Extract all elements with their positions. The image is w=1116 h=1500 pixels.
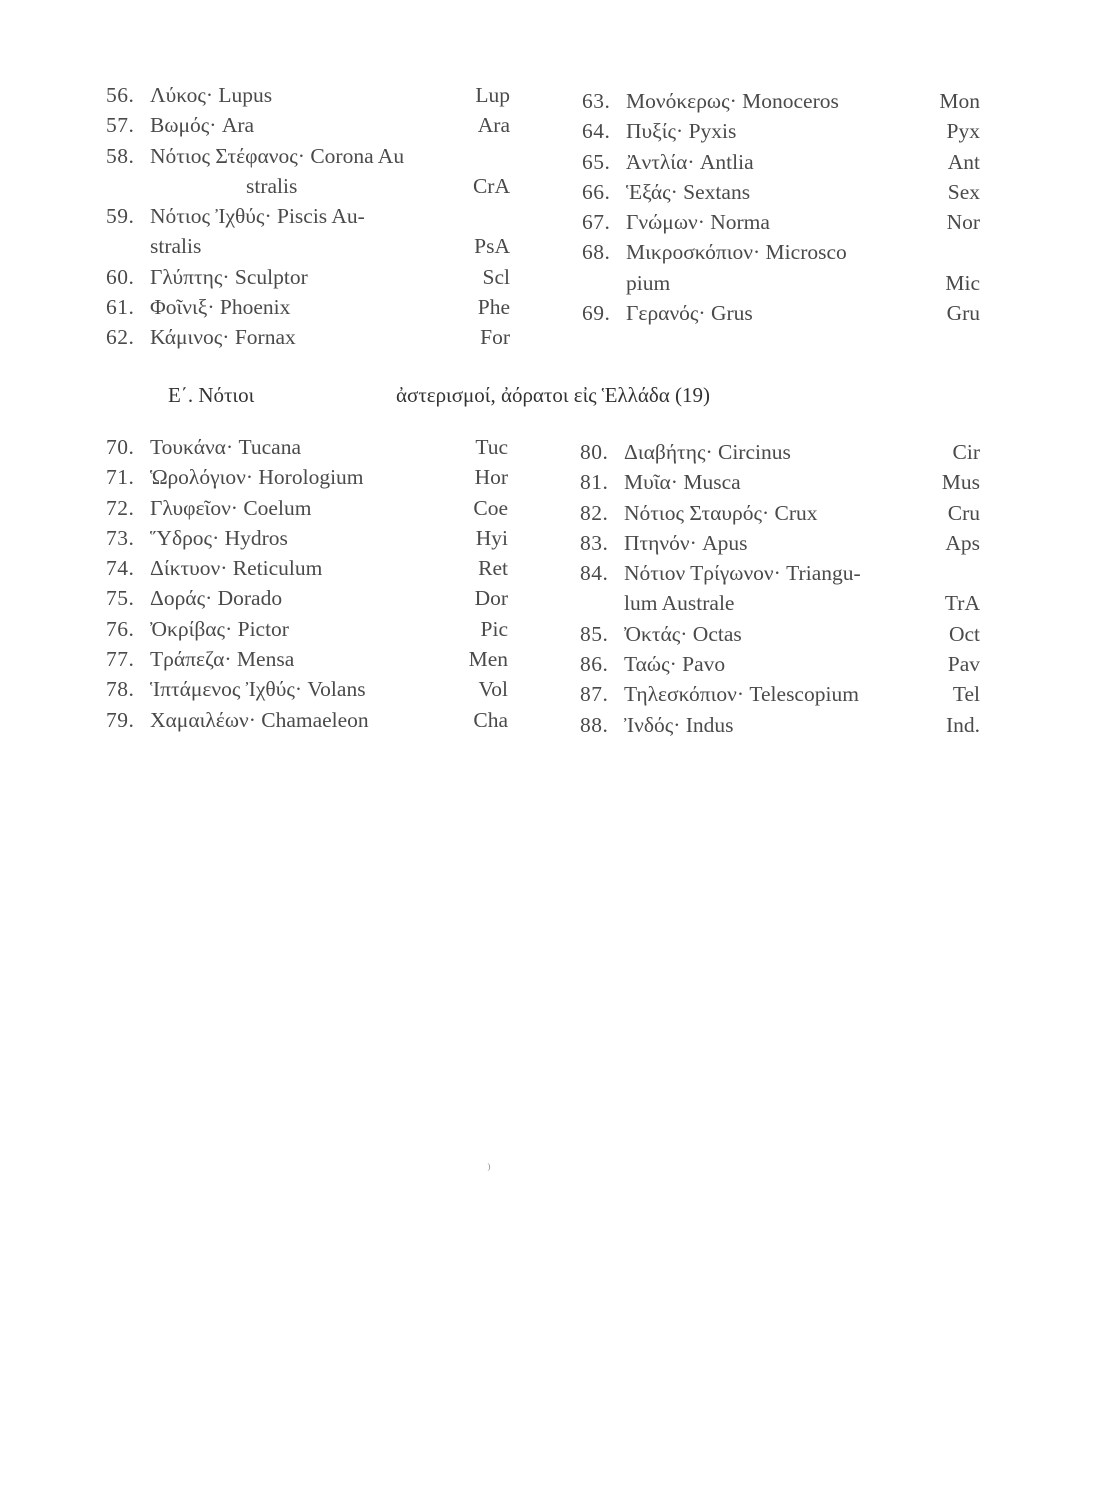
entry-number: 70. [106, 435, 135, 459]
entry-line [580, 558, 980, 588]
entry-line [106, 674, 508, 704]
entry-line [106, 493, 508, 523]
entry-number: 68. [582, 240, 611, 265]
constellation-name: Τουκάνα· Tucana [150, 435, 301, 459]
constellation-name: Διαβήτης· Circinus [624, 440, 791, 464]
constellation-abbreviation: Pic [480, 616, 508, 641]
constellation-name: Χαμαιλέων· Chamaeleon [150, 707, 369, 732]
constellation-abbreviation: Dor [474, 586, 508, 611]
constellation-name: Φοῖνιξ· Phoenix [150, 295, 291, 320]
constellation-abbreviation: Ret [478, 556, 508, 581]
entry-line [106, 553, 508, 583]
constellation-name: Ἱπτάμενος Ἰχθύς· Volans [150, 677, 366, 702]
entry-line [106, 201, 510, 231]
constellation-name: Λύκος· Lupus [150, 83, 273, 107]
entry-number: 64. [582, 119, 611, 144]
constellation-name: Πυξίς· Pyxis [626, 119, 737, 144]
constellation-abbreviation: Mus [941, 470, 980, 495]
section2-right-column [580, 437, 980, 740]
entry-line [580, 437, 980, 467]
entry-number: 72. [106, 495, 135, 520]
constellation-name: Ὕδρος· Hydros [150, 525, 288, 550]
constellation-abbreviation: Lup [475, 83, 510, 107]
entry-line [580, 619, 980, 649]
entry-number: 77. [106, 647, 135, 672]
constellation-abbreviation: For [480, 325, 510, 350]
entry-line [106, 262, 510, 292]
entry-number: 62. [106, 325, 135, 350]
constellation-name: Ὀκτάς· Octas [624, 621, 742, 646]
constellation-name: Γλύπτης· Sculptor [150, 264, 308, 289]
constellation-name: Νότιος Ἰχθύς· Piscis Au- [150, 204, 365, 229]
entry-line [106, 292, 510, 322]
entry-number: 65. [582, 149, 611, 174]
entry-line [580, 649, 980, 679]
entry-number: 63. [582, 89, 611, 113]
entry-line [582, 116, 980, 146]
entry-line [582, 237, 980, 267]
constellation-abbreviation: Men [468, 647, 508, 672]
entry-line [106, 523, 508, 553]
entry-number: 80. [580, 440, 609, 464]
constellation-abbreviation: Cir [952, 440, 980, 464]
constellation-abbreviation: Hor [474, 465, 508, 490]
constellation-abbreviation: TrA [944, 591, 980, 616]
constellation-abbreviation: Pav [947, 652, 980, 677]
constellation-name: Μικροσκόπιον· Microsco [626, 240, 847, 265]
entry-number: 69. [582, 301, 611, 326]
constellation-name: Ὡρολόγιον· Horologium [150, 465, 364, 490]
entry-number: 84. [580, 561, 609, 586]
entry-number: 58. [106, 143, 135, 168]
constellation-abbreviation: Sex [947, 179, 980, 204]
constellation-name: Τηλεσκόπιον· Telescopium [624, 682, 859, 707]
constellation-name: Γλυφεῖον· Coelum [150, 495, 312, 520]
constellation-name: stralis [150, 234, 202, 259]
constellation-abbreviation: Phe [477, 295, 510, 320]
entry-line [580, 588, 980, 618]
entry-number: 61. [106, 295, 135, 320]
constellation-abbreviation: Oct [948, 621, 980, 646]
entry-number: 86. [580, 652, 609, 677]
entry-line [106, 462, 508, 492]
entry-line [582, 298, 980, 328]
entry-line [582, 268, 980, 298]
constellation-name: Ταώς· Pavo [624, 652, 726, 677]
section2-left-column [106, 432, 508, 735]
entry-line [106, 80, 510, 110]
entry-number: 71. [106, 465, 135, 490]
constellation-abbreviation: Hyi [475, 525, 508, 550]
constellation-abbreviation: CrA [472, 173, 510, 198]
entry-line [106, 231, 510, 261]
entry-number: 76. [106, 616, 135, 641]
constellation-abbreviation: Vol [478, 677, 508, 702]
constellation-name: Μυῖα· Musca [624, 470, 741, 495]
entry-number: 57. [106, 113, 135, 138]
entry-number: 74. [106, 556, 135, 581]
constellation-abbreviation: Nor [946, 210, 980, 235]
entry-line [106, 322, 510, 352]
constellation-name: lum Australe [624, 591, 735, 616]
entry-number: 66. [582, 179, 611, 204]
constellation-abbreviation: Mon [939, 89, 980, 113]
constellation-name: Ἀντλία· Antlia [626, 149, 754, 174]
constellation-abbreviation: Ara [477, 113, 510, 138]
entry-number: 81. [580, 470, 609, 495]
stray-mark: ⁾ [487, 1162, 491, 1179]
entry-number: 73. [106, 525, 135, 550]
constellation-abbreviation: Cha [473, 707, 508, 732]
constellation-name: Δίκτυον· Reticulum [150, 556, 323, 581]
constellation-name: Κάμινος· Fornax [150, 325, 296, 350]
entry-line [580, 498, 980, 528]
entry-line [106, 583, 508, 613]
entry-line [582, 86, 980, 116]
section1-left-column [106, 80, 510, 353]
constellation-name: Νότιον Τρίγωνον· Triangu- [624, 561, 861, 586]
constellation-abbreviation: Mic [945, 270, 980, 295]
constellation-name: Νότιος Στέφανος· Corona Au [150, 143, 405, 168]
constellation-name: Ὀκρίβας· Pictor [150, 616, 289, 641]
entry-number: 82. [580, 500, 609, 525]
section-heading-label: Ε΄. Νότιοι [168, 383, 255, 407]
section-heading-text: ἀστερισμοί, ἀόρατοι εἰς Ἑλλάδα (19) [396, 383, 711, 407]
constellation-name: Πτηνόν· Apus [624, 530, 748, 555]
entry-line [106, 432, 508, 462]
entry-line [582, 207, 980, 237]
constellation-name: Δοράς· Dorado [150, 586, 283, 611]
constellation-abbreviation: Ant [947, 149, 980, 174]
entry-number: 78. [106, 677, 135, 702]
entry-line [106, 705, 508, 735]
entry-number: 75. [106, 586, 135, 611]
constellation-abbreviation: Coe [473, 495, 508, 520]
entry-line [106, 141, 510, 171]
constellation-abbreviation: Aps [945, 530, 980, 555]
entry-line [582, 177, 980, 207]
constellation-name: stralis [246, 173, 298, 198]
constellation-name: Τράπεζα· Mensa [150, 647, 295, 672]
constellation-abbreviation: Gru [946, 301, 980, 326]
entry-number: 67. [582, 210, 611, 235]
entry-line [582, 147, 980, 177]
constellation-abbreviation: PsA [474, 234, 510, 259]
entry-line [580, 679, 980, 709]
constellation-abbreviation: Pyx [946, 119, 980, 144]
entry-line [580, 710, 980, 740]
constellation-name: Νότιος Σταυρός· Crux [624, 500, 818, 525]
entry-line [106, 171, 510, 201]
constellation-abbreviation: Scl [482, 264, 510, 289]
entry-line [106, 644, 508, 674]
entry-line [106, 614, 508, 644]
constellation-name: pium [626, 270, 671, 295]
entry-number: 83. [580, 530, 609, 555]
constellation-name: Γνώμων· Norma [626, 210, 770, 235]
constellation-abbreviation: Tel [952, 682, 980, 707]
entry-number: 79. [106, 707, 135, 732]
constellation-name: Μονόκερως· Monoceros [626, 89, 839, 113]
section1-right-column [582, 86, 980, 328]
entry-number: 87. [580, 682, 609, 707]
constellation-name: Ἑξάς· Sextans [626, 179, 751, 204]
entry-line [580, 528, 980, 558]
entry-number: 56. [106, 83, 135, 107]
entry-number: 85. [580, 621, 609, 646]
entry-line [106, 110, 510, 140]
entry-line [580, 467, 980, 497]
entry-number: 88. [580, 712, 609, 737]
entry-number: 59. [106, 204, 135, 229]
constellation-abbreviation: Ind. [945, 712, 980, 737]
constellation-name: Ἰνδός· Indus [624, 712, 734, 737]
constellation-name: Βωμός· Ara [150, 113, 255, 138]
constellation-abbreviation: Cru [947, 500, 980, 525]
constellation-name: Γερανός· Grus [626, 301, 753, 326]
entry-number: 60. [106, 264, 135, 289]
constellation-abbreviation: Tuc [475, 435, 508, 459]
